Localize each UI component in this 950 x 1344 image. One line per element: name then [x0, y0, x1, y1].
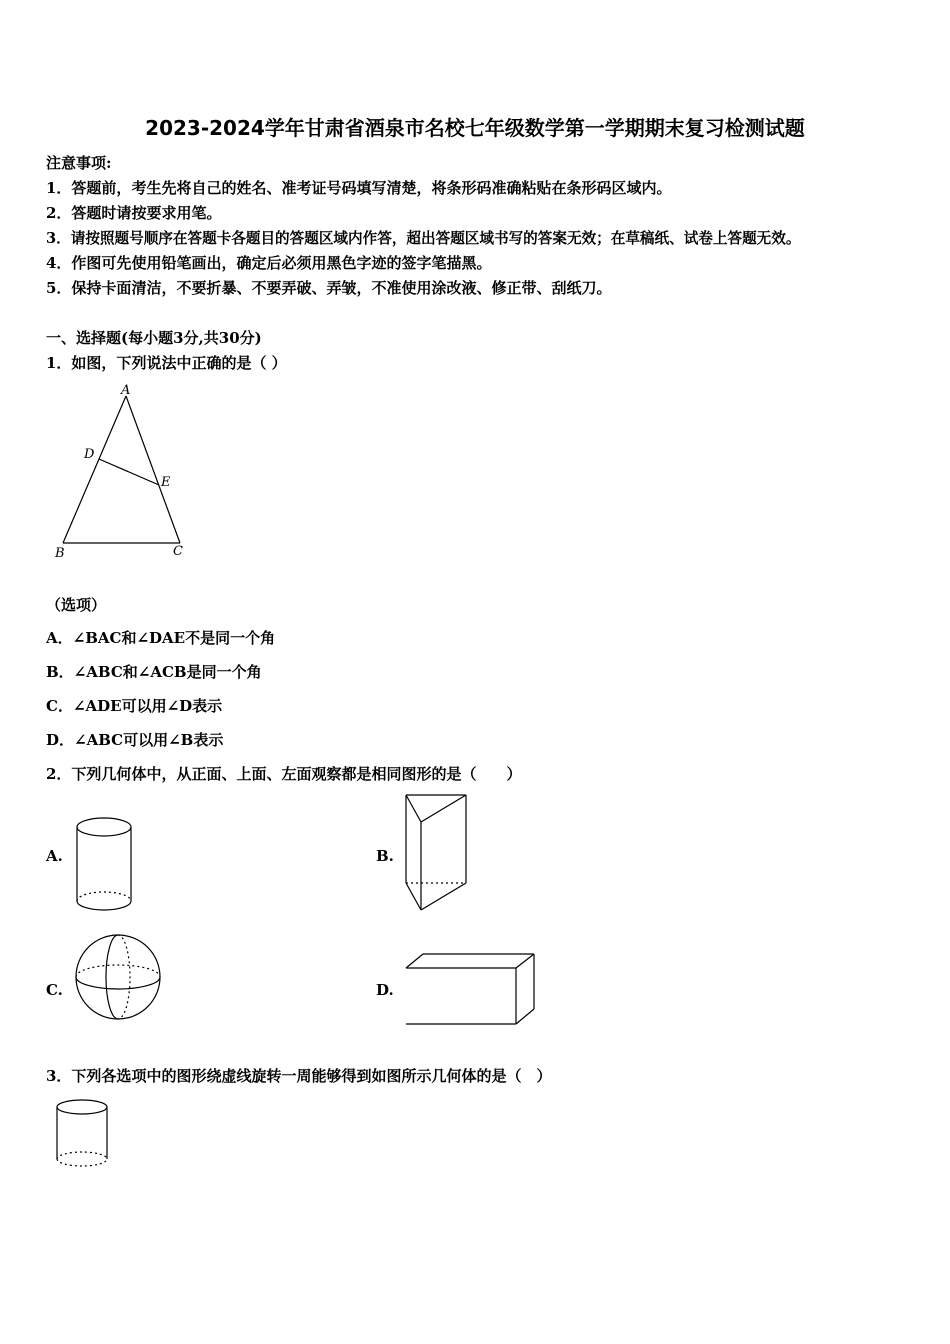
q1-option-a: A．∠BAC和∠DAE不是同一个角 [46, 629, 276, 647]
q2-option-b-label: B. [376, 847, 394, 865]
section-heading: 一、选择题(每小题3分,共30分) [46, 329, 262, 347]
q1-option-d: D．∠ABC可以用∠B表示 [46, 731, 224, 749]
label-d: D [84, 447, 95, 462]
label-b: B [55, 546, 65, 561]
q1-option-c: C．∠ADE可以用∠D表示 [46, 697, 223, 715]
notice-item-5: 5．保持卡面清洁，不要折暴、不要弄破、弄皱，不准使用涂改液、修正带、刮纸刀。 [46, 279, 612, 297]
notice-item-4: 4．作图可先使用铅笔画出，确定后必须用黑色字迹的签字笔描黑。 [46, 254, 492, 272]
label-c: C [173, 544, 183, 559]
q2-option-a-label: A. [46, 847, 63, 865]
question-1-text: 1．如图，下列说法中正确的是（ ） [46, 354, 287, 372]
q1-option-b: B．∠ABC和∠ACB是同一个角 [46, 663, 262, 681]
page-title: 2023-2024学年甘肃省酒泉市名校七年级数学第一学期期末复习检测试题 [145, 116, 805, 140]
label-e: E [161, 475, 171, 490]
label-a: A [121, 383, 131, 398]
notice-item-3: 3．请按照题号顺序在答题卡各题目的答题区域内作答，超出答题区域书写的答案无效；在草稿纸、试卷上答题无效。 [46, 230, 801, 247]
notice-item-1: 1．答题前，考生先将自己的姓名、准考证号码填写清楚，将条形码准确粘贴在条形码区域内。 [46, 179, 672, 197]
notice-item-2: 2．答题时请按要求用笔。 [46, 204, 222, 222]
question-2-text: 2．下列几何体中，从正面、上面、左面观察都是相同图形的是（ ） [46, 765, 522, 783]
question-3-text: 3．下列各选项中的图形绕虚线旋转一周能够得到如图所示几何体的是（ ） [46, 1067, 552, 1085]
options-label: （选项） [46, 596, 107, 614]
notice-heading: 注意事项: [46, 154, 112, 172]
q2-option-c-label: C. [46, 981, 63, 999]
q2-option-d-label: D. [376, 981, 394, 999]
